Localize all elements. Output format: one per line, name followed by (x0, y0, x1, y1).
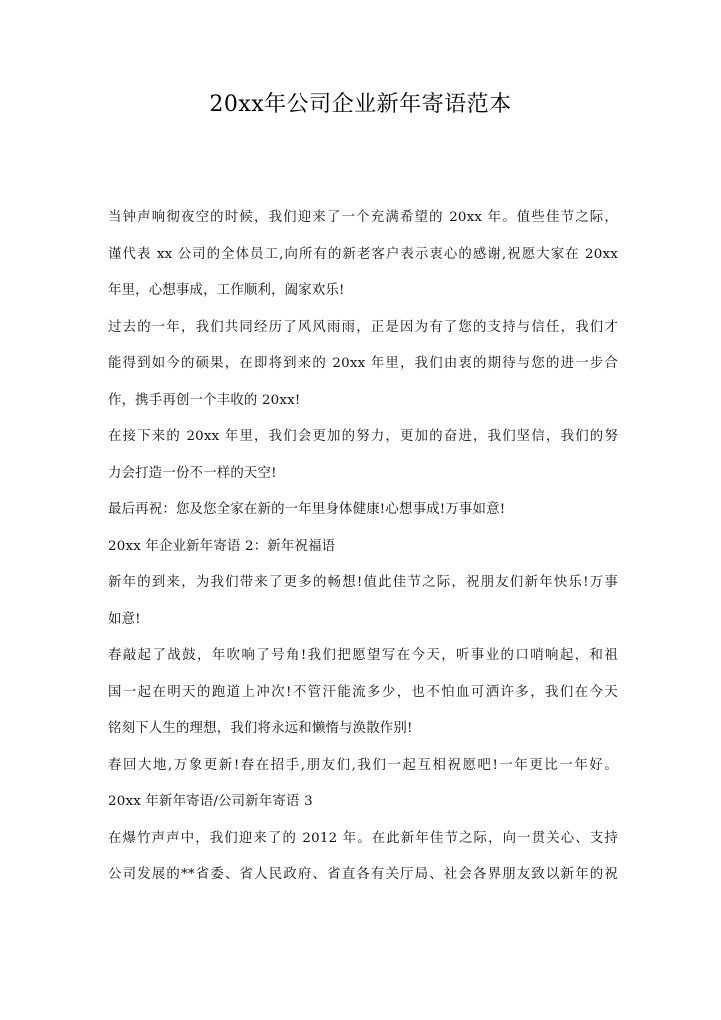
text-line: 春回大地,万象更新!春在招手,朋友们,我们一起互相祝愿吧!一年更比一年好。 (108, 757, 618, 773)
text-line: 如意! (108, 611, 141, 627)
text-line: 铭刻下人生的理想，我们将永远和懒惰与涣散作别! (108, 721, 413, 736)
text-line: 过去的一年，我们共同经历了风风雨雨，正是因为有了您的支持与信任，我们才 (108, 319, 618, 335)
text-line: 能得到如今的硕果，在即将到来的 20xx 年里，我们由衷的期待与您的进一步合 (108, 356, 618, 371)
text-line: 20xx 年新年寄语/公司新年寄语 3 (108, 794, 313, 809)
text-line: 春敲起了战鼓，年吹响了号角!我们把愿望写在今天，听事业的口哨响起，和祖 (108, 648, 618, 663)
text-line: 20xx 年企业新年寄语 2：新年祝福语 (108, 538, 336, 554)
text-line: 力会打造一份不一样的天空! (108, 465, 277, 481)
text-line: 公司发展的**省委、省人民政府、省直各有关厅局、社会各界朋友致以新年的祝 (108, 867, 618, 882)
text-line: 国一起在明天的跑道上冲次!不管汗能流多少，也不怕血可洒许多，我们在今天 (108, 684, 618, 700)
text-line: 在接下来的 20xx 年里，我们会更加的努力，更加的奋进，我们坚信，我们的努 (108, 429, 618, 444)
document-body (108, 205, 618, 899)
text-line: 当钟声响彻夜空的时候，我们迎来了一个充满希望的 20xx 年。值些佳节之际， (108, 210, 618, 225)
text-line: 新年的到来，为我们带来了更多的畅想!值此佳节之际，祝朋友们新年快乐!万事 (108, 575, 618, 590)
text-line: 在爆竹声声中，我们迎来了的 2012 年。在此新年佳节之际，向一贯关心、支持 (108, 830, 618, 846)
document-title: 20xx年公司企业新年寄语范本 (209, 92, 512, 117)
text-line: 作，携手再创一个丰收的 20xx! (108, 392, 301, 408)
text-line: 谨代表 xx 公司的全体员工,向所有的新老客户表示衷心的感谢,祝愿大家在 20xx (108, 246, 618, 262)
text-line: 最后再祝：您及您全家在新的一年里身体健康!心想事成!万事如意! (108, 502, 506, 517)
text-line: 年里，心想事成，工作顺利，阖家欢乐! (108, 283, 345, 298)
